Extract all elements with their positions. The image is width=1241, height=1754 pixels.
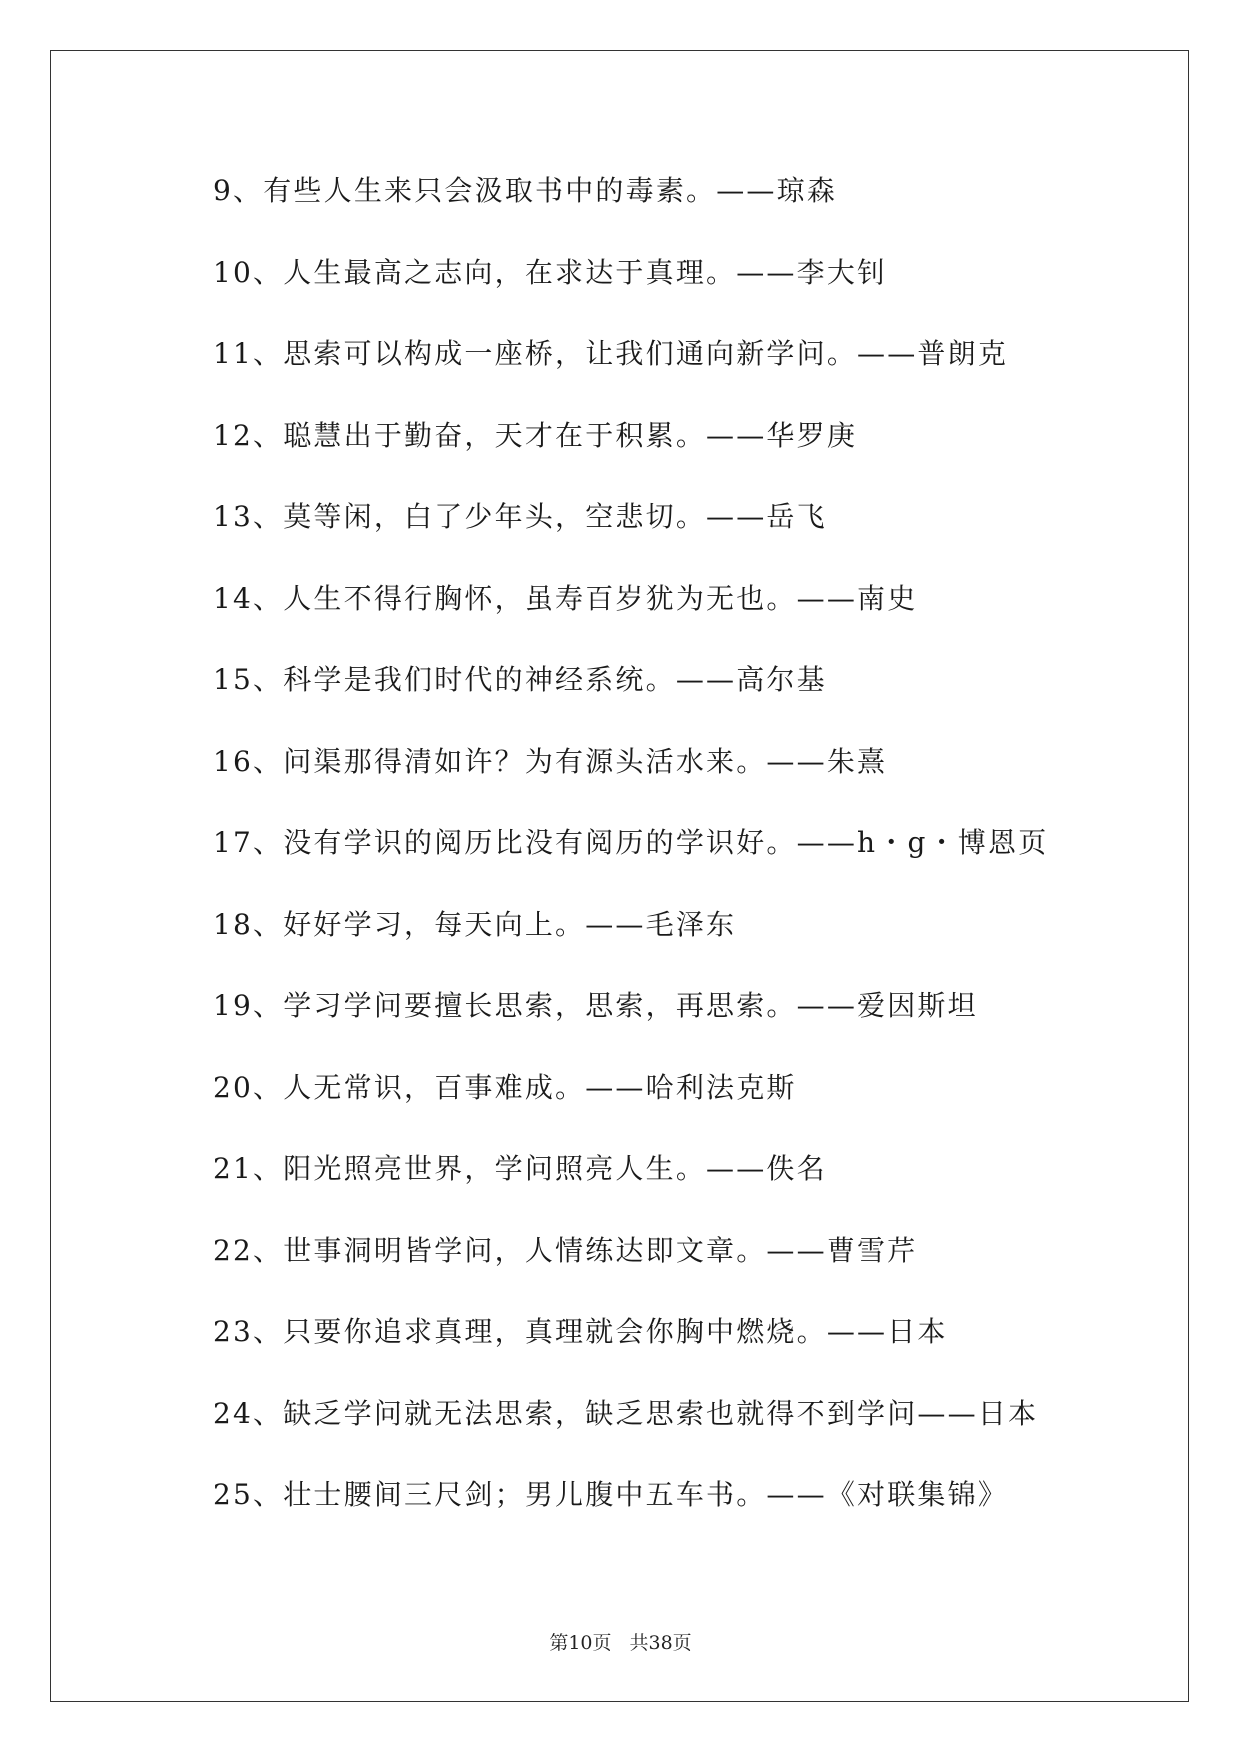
- current-page-label: 第10页: [549, 1632, 612, 1654]
- quote-item: 22、世事洞明皆学问，人情练达即文章。——曹雪芹: [213, 1233, 918, 1267]
- quote-list: [213, 165, 1048, 1551]
- quote-item: 25、壮士腰间三尺剑；男儿腹中五车书。——《对联集锦》: [213, 1478, 1009, 1511]
- quote-item: 17、没有学识的阅历比没有阅历的学识好。——h・g・博恩页: [213, 826, 1049, 859]
- quote-item: 21、阳光照亮世界，学问照亮人生。——佚名: [213, 1152, 827, 1185]
- quote-item: 16、问渠那得清如许？为有源头活水来。——朱熹: [213, 744, 888, 778]
- quote-item: 13、莫等闲，白了少年头，空悲切。——岳飞: [213, 500, 827, 533]
- quote-item: 10、人生最高之志向，在求达于真理。——李大钊: [213, 255, 888, 289]
- quote-item: 19、学习学问要擅长思索，思索，再思索。——爱因斯坦: [213, 989, 978, 1022]
- quote-item: 11、思索可以构成一座桥，让我们通向新学问。——普朗克: [213, 337, 1009, 370]
- page-footer: [0, 1628, 1241, 1655]
- total-pages-label: 共38页: [629, 1632, 692, 1654]
- quote-item: 15、科学是我们时代的神经系统。——高尔基: [213, 663, 827, 696]
- quote-item: 9、有些人生来只会汲取书中的毒素。——琼森: [213, 174, 838, 207]
- quote-item: 23、只要你追求真理，真理就会你胸中燃烧。——日本: [213, 1315, 948, 1348]
- quote-item: 24、缺乏学问就无法思索，缺乏思索也就得不到学问——日本: [213, 1396, 1039, 1430]
- quote-item: 12、聪慧出于勤奋，天才在于积累。——华罗庚: [213, 418, 858, 452]
- quote-item: 14、人生不得行胸怀，虽寿百岁犹为无也。——南史: [213, 581, 918, 615]
- quote-item: 20、人无常识，百事难成。——哈利法克斯: [213, 1070, 797, 1104]
- quote-item: 18、好好学习，每天向上。——毛泽东: [213, 907, 737, 941]
